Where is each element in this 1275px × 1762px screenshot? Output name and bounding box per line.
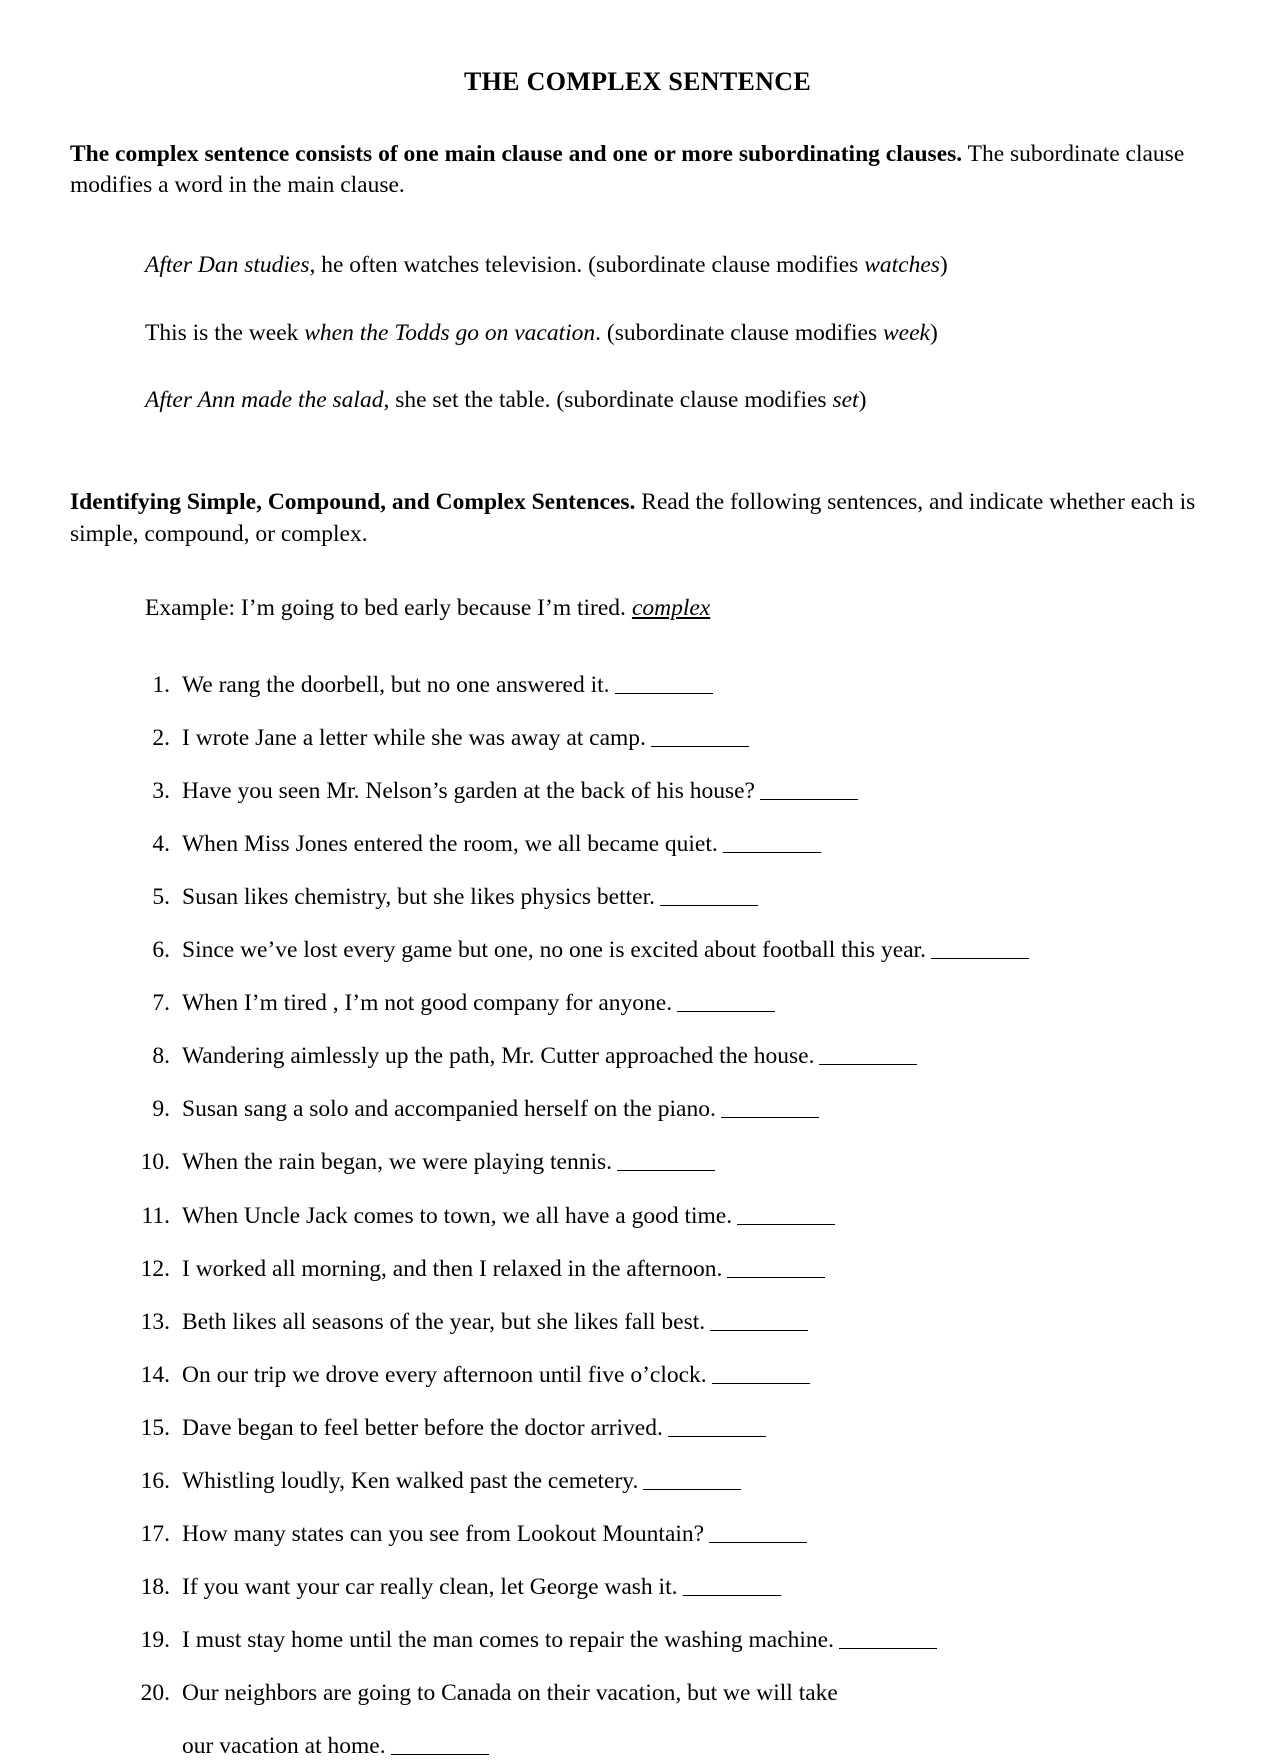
example-1-subordinate-clause: After Dan studies xyxy=(145,252,310,279)
list-item xyxy=(140,1625,1220,1656)
answer-blank[interactable] xyxy=(727,1277,825,1278)
answer-blank[interactable] xyxy=(819,1064,917,1065)
list-item-text: Beth likes all seasons of the year, but she likes fall best. xyxy=(182,1308,706,1335)
page-title: THE COMPLEX SENTENCE xyxy=(464,67,811,96)
worked-example xyxy=(145,593,1215,625)
answer-blank[interactable] xyxy=(721,1117,819,1118)
answer-blank[interactable] xyxy=(617,1170,715,1171)
example-3-modified-word: set xyxy=(832,387,859,414)
list-item-number: 19. xyxy=(140,1626,170,1653)
list-item xyxy=(140,1360,1220,1391)
list-item-text: How many states can you see from Lookout Mountain? xyxy=(182,1520,705,1547)
answer-blank[interactable] xyxy=(737,1224,835,1225)
list-item-text: On our trip we drove every afternoon until five o’clock. xyxy=(182,1361,707,1388)
list-item-number: 17. xyxy=(140,1520,170,1547)
list-item-number: 12. xyxy=(140,1255,170,1282)
list-item-number: 20. xyxy=(140,1679,170,1706)
list-item xyxy=(140,1572,1220,1603)
answer-blank[interactable] xyxy=(668,1436,766,1437)
list-item-text: Susan likes chemistry, but she likes physics better. xyxy=(182,884,655,911)
list-item xyxy=(140,1094,1220,1125)
list-item-number: 15. xyxy=(140,1414,170,1441)
list-item-number: 1. xyxy=(152,672,170,699)
answer-blank[interactable] xyxy=(660,905,758,906)
exercise-lead: Identifying Simple, Compound, and Complex Sentences. xyxy=(70,489,636,516)
answer-blank[interactable] xyxy=(615,693,713,694)
list-item xyxy=(140,1041,1220,1072)
list-item-number: 14. xyxy=(140,1361,170,1388)
worked-example-answer: complex xyxy=(631,594,711,621)
list-item-text-continued xyxy=(182,1731,1220,1762)
list-item xyxy=(140,935,1220,966)
example-3-subordinate-clause: After Ann made the salad xyxy=(145,387,384,414)
list-item-text: Wandering aimlessly up the path, Mr. Cutter approached the house. xyxy=(182,1043,815,1070)
example-2-subordinate-clause: when the Todds go on vacation xyxy=(304,319,596,346)
intro-text xyxy=(70,139,1207,202)
example-2-pre: This is the week xyxy=(145,319,305,346)
answer-blank[interactable] xyxy=(712,1383,810,1384)
list-item-text: I worked all morning, and then I relaxed in the afternoon. xyxy=(182,1255,723,1282)
answer-blank[interactable] xyxy=(710,1330,808,1331)
list-item-number: 7. xyxy=(152,990,170,1017)
list-item-number: 3. xyxy=(152,778,170,805)
list-item xyxy=(140,1201,1220,1232)
list-item-text: Dave began to feel better before the doctor arrived. xyxy=(182,1414,663,1441)
list-item xyxy=(140,1519,1220,1550)
answer-blank[interactable] xyxy=(651,746,749,747)
list-item-text: Whistling loudly, Ken walked past the cemetery. xyxy=(182,1467,639,1494)
intro-paragraph xyxy=(70,139,1207,202)
list-item xyxy=(140,988,1220,1019)
intro-lead: The complex sentence consists of one main clause and one or more subordinating clauses. xyxy=(70,140,963,167)
answer-blank[interactable] xyxy=(931,958,1029,959)
answer-blank[interactable] xyxy=(839,1648,937,1649)
list-item xyxy=(140,1307,1220,1338)
list-item-text: If you want your car really clean, let George wash it. xyxy=(182,1573,678,1600)
list-item xyxy=(140,723,1220,754)
answer-blank[interactable] xyxy=(643,1489,741,1490)
example-sentence-2 xyxy=(145,318,1215,350)
list-item xyxy=(140,776,1220,807)
intro-rest: The subordinate clause modifies a word in the main clause. xyxy=(70,140,1185,199)
example-2-end: ) xyxy=(929,319,938,346)
answer-blank[interactable] xyxy=(723,852,821,853)
answer-blank[interactable] xyxy=(391,1754,489,1755)
list-item xyxy=(140,670,1220,701)
answer-blank[interactable] xyxy=(677,1011,775,1012)
list-item xyxy=(140,1254,1220,1285)
list-item-number: 6. xyxy=(152,937,170,964)
list-item-number: 5. xyxy=(152,884,170,911)
example-1-middle: , he often watches television. (subordinate clause modifies xyxy=(309,252,865,279)
list-item-number: 2. xyxy=(152,725,170,752)
list-item-number: 9. xyxy=(152,1096,170,1123)
list-item-text: Have you seen Mr. Nelson’s garden at the back of his house? xyxy=(182,778,755,805)
list-item-text: Since we’ve lost every game but one, no one is excited about football this year. xyxy=(182,937,926,964)
exercise-instruction-text xyxy=(70,487,1207,550)
list-item xyxy=(140,882,1220,913)
list-item-text: I wrote Jane a letter while she was away at camp. xyxy=(182,725,646,752)
worked-example-prompt: Example: I’m going to bed early because I’m tired. xyxy=(145,594,626,621)
list-item xyxy=(140,829,1220,860)
answer-blank[interactable] xyxy=(683,1595,781,1596)
list-item-number: 16. xyxy=(140,1467,170,1494)
list-item-number: 13. xyxy=(140,1308,170,1335)
list-item xyxy=(140,1147,1220,1178)
list-item-text: When Miss Jones entered the room, we all became quiet. xyxy=(182,831,718,858)
example-sentence-3 xyxy=(145,385,1215,417)
answer-blank[interactable] xyxy=(709,1542,807,1543)
list-item-text: Susan sang a solo and accompanied herself on the piano. xyxy=(182,1096,716,1123)
list-item-number: 4. xyxy=(152,831,170,858)
example-2-modified-word: week xyxy=(882,319,930,346)
list-item-text: I must stay home until the man comes to repair the washing machine. xyxy=(182,1626,834,1653)
list-item-number: 10. xyxy=(140,1149,170,1176)
list-item-text-line2: our vacation at home. xyxy=(182,1732,386,1759)
example-3-middle: , she set the table. (subordinate clause modifies xyxy=(383,387,833,414)
list-item-text: When Uncle Jack comes to town, we all have a good time. xyxy=(182,1202,733,1229)
sentence-list xyxy=(140,670,1220,1761)
list-item-text: Our neighbors are going to Canada on their vacation, but we will take xyxy=(182,1679,838,1706)
example-3-end: ) xyxy=(858,387,867,414)
list-item xyxy=(140,1466,1220,1497)
answer-blank[interactable] xyxy=(760,799,858,800)
list-item xyxy=(140,1678,1220,1762)
list-item xyxy=(140,1413,1220,1444)
example-sentences xyxy=(145,250,1215,417)
exercise-rest: Read the following sentences, and indicate whether each is simple, compound, or complex. xyxy=(70,489,1196,547)
list-item-number: 8. xyxy=(152,1043,170,1070)
list-item-number: 11. xyxy=(141,1202,170,1229)
list-item-text: When the rain began, we were playing tennis. xyxy=(182,1149,613,1176)
example-sentence-1 xyxy=(145,250,1215,282)
list-item-text: We rang the doorbell, but no one answered it. xyxy=(182,672,610,699)
example-2-middle: . (subordinate clause modifies xyxy=(595,319,883,346)
exercise-instructions xyxy=(70,487,1207,550)
example-1-modified-word: watches xyxy=(864,252,940,279)
list-item-number: 18. xyxy=(140,1573,170,1600)
example-1-end: ) xyxy=(939,252,948,279)
list-item-text: When I’m tired , I’m not good company for anyone. xyxy=(182,990,673,1017)
